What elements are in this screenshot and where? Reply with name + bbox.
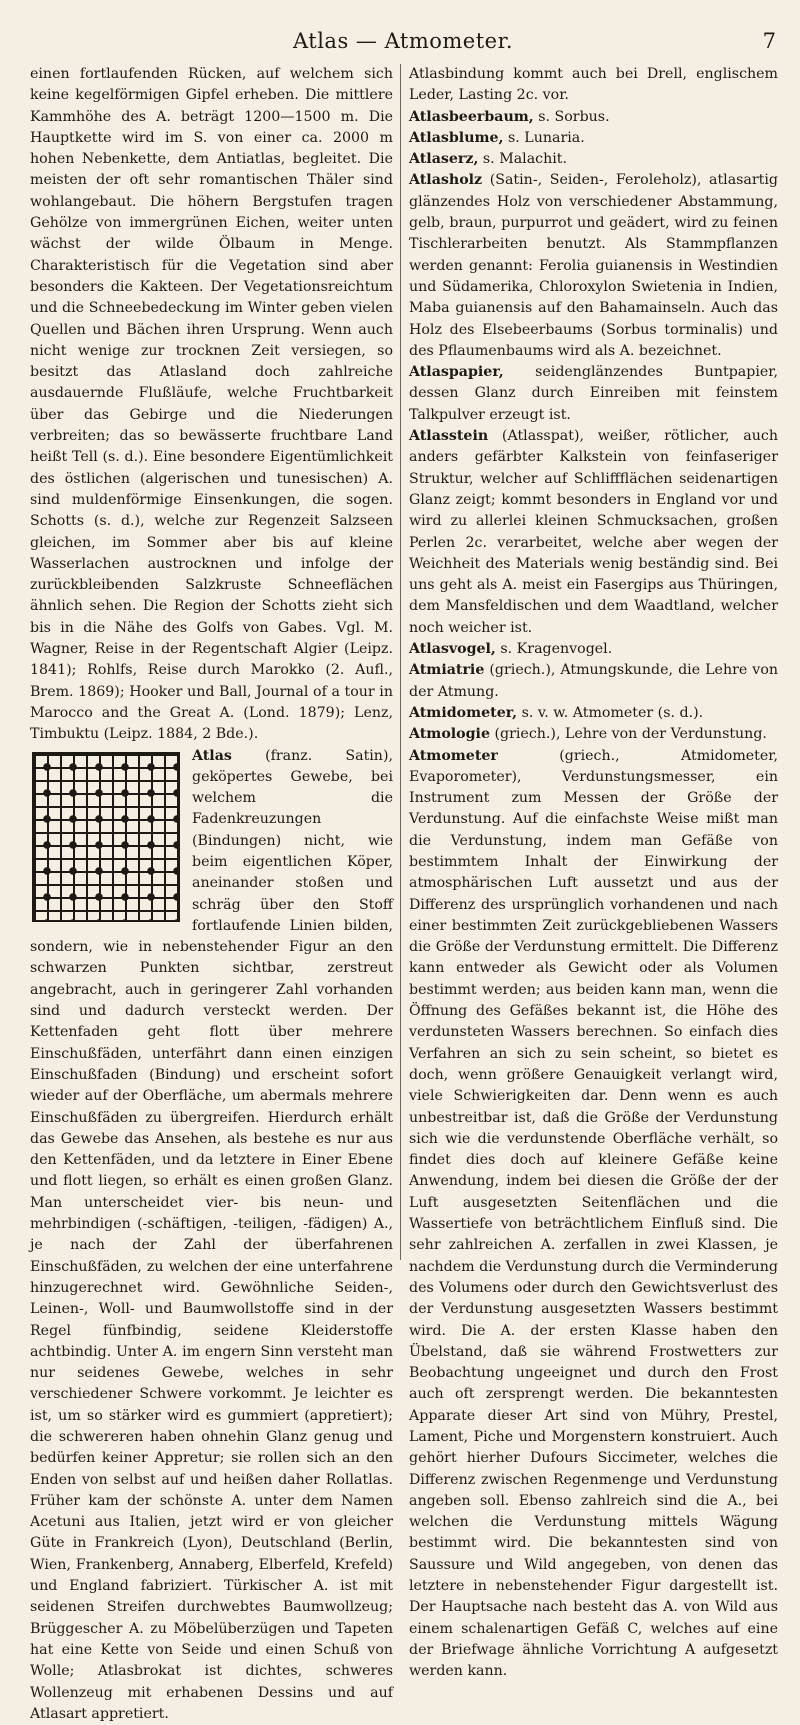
page-number: 7 — [763, 26, 776, 56]
entry-body: (Satin-, Seiden-, Feroleholz), atlasartig glänzendes Holz von verschiedener Abstammung, gelb, braun, purpurrot und geädert, wird zu feinen Tischlerarbeiten benutzt. Als Stammpflanzen werden genannt: Ferolia guianensis in Westindien und Südamerika, Chloroxylon Swietenia in Indien, Maba guianensis auf den Bahamainseln. Auch das Holz des Elsebeerbaums (Sorbus torminalis) und des Pflaumenbaums wird als A. bezeichnet. — [409, 172, 778, 358]
headword: Atlasstein — [409, 428, 488, 444]
headword: Atlaserz, — [409, 151, 478, 167]
entry-atlas-satin — [30, 746, 393, 1725]
headword: Atlaspapier, — [409, 364, 504, 380]
satin-weave-figure — [32, 752, 180, 922]
entry-body: s. Sorbus. — [534, 109, 610, 125]
entry-atlasstein — [409, 426, 778, 639]
headword: Atlas — [192, 748, 232, 764]
entry-body: s. Malachit. — [478, 151, 567, 167]
entry-atlaserz — [409, 149, 778, 170]
entry-body: s. v. w. Atmometer (s. d.). — [517, 705, 703, 721]
column-divider — [400, 64, 401, 1260]
entry-atmiatrie — [409, 660, 778, 703]
headword: Atlasblume, — [409, 130, 503, 146]
entry-atmologie — [409, 724, 778, 745]
entry-atlasholz — [409, 170, 778, 362]
entry-body: s. Kragenvogel. — [496, 641, 612, 657]
left-column — [30, 64, 393, 1264]
entry-atmometer — [409, 746, 778, 1683]
entry-atlasblume — [409, 128, 778, 149]
entry-body: (griech.), Atmungskunde, die Lehre von der Atmung. — [409, 662, 778, 699]
headword: Atmiatrie — [409, 662, 484, 678]
running-header — [30, 26, 776, 56]
headword: Atlasbeerbaum, — [409, 109, 534, 125]
headword: Atmometer — [409, 748, 498, 764]
right-column — [409, 64, 778, 1264]
entry-body: (franz. Satin), geköpertes Gewebe, bei welchem die Fadenkreuzungen (Bindungen) nicht, wie beim eigentlichen Köper, aneinander stoßen und schräg über den Stoff fortlaufende Linien bilden, sondern, wie in nebenstehender Figur an den schwarzen Punkten sichtbar, zerstreut angebracht, auch in geringerer Zahl vorhanden sind und dadurch versteckt werden. Der Kettenfaden geht flott über mehrere Einschußfäden, unterfährt dann einen einzigen Einschußfaden (Bindung) und erscheint sofort wieder auf der Oberfläche, um abermals mehrere Einschußfäden zu übergreifen. Hierdurch erhält das Gewebe das Ansehen, als bestehe es nur aus den Kettenfäden, und da letztere in Einer Ebene und flott liegen, so erhält es einen großen Glanz. Man unterscheidet vier- bis neun- und mehrbindigen (-schäftigen, -teiligen, -fädigen) A., je nach der Zahl der überfahrenen Einschußfäden, zu welchen der eine unterfahrene hinzugerechnet wird. Gewöhnliche Seiden-, Leinen-, Woll- und Baumwollstoffe sind in der Regel fünfbindig, seidene Kleiderstoffe achtbindig. Unter A. im engern Sinn versteht man nur seidenes Gewebe, welches in sehr verschiedener Schwere vorkommt. Je leichter es ist, um so stärker wird es gummiert (appretiert); die schwereren haben ohnehin Glanz genug und bedürfen keiner Appretur; sie rollen sich an den Enden von selbst auf und heißen daher Rollatlas. Früher kam der schönste A. unter dem Namen Acetuni aus Italien, jetzt wird er von gleicher Güte in Frankreich (Lyon), Deutschland (Berlin, Wien, Frankenberg, Annaberg, Elberfeld, Krefeld) und England fabriziert. Türkischer A. ist mit seidenen Streifen durchwebtes Baumwollzeug; Brüggescher A. zu Möbelüberzügen und Tapeten hat eine Kette von Seide und einen Schuß von Wolle; Atlasbrokat ist dichtes, schweres Wollenzeug mit erhabenen Dessins und auf Atlasart appretiert. — [30, 748, 393, 1722]
entry-atlaspapier — [409, 362, 778, 426]
headword: Atlasvogel, — [409, 641, 496, 657]
atlas-mountains-continuation: einen fortlaufenden Rücken, auf welchem sich keine kegelförmigen Gipfel erheben. Die mittlere Kammhöhe des A. beträgt 1200—1500 m. Die Hauptkette wird im S. von einer ca. 2000 m hohen Nebenkette, dem Antiatlas, begleitet. Die meisten der oft sehr romantischen Thäler sind wohlangebaut. Die höhern Bergstufen tragen Gehölze von immergrünen Eichen, weiter unten wächst der wilde Ölbaum in Menge. Charakteristisch für die Vegetation sind aber besonders die Kakteen. Der Vegetationsreichtum und die Schneebedeckung im Winter geben vielen Quellen und Bächen ihren Ursprung. Wenn auch nicht wenige zur trocknen Zeit versiegen, so besitzt das Atlasland doch zahlreiche ausdauernde Flußläufe, welche Fruchtbarkeit über das Gebirge und die Niederungen verbreiten; das so bewässerte fruchtbare Land heißt Tell (s. d.). Eine besondere Eigentümlichkeit des östlichen (algerischen und tunesischen) A. sind muldenförmige Einsenkungen, die sogen. Schotts (s. d.), welche zur Regenzeit Salzseen gleichen, im Sommer aber bis auf kleine Wasserlachen austrocknen und infolge der zurückbleibenden Salzkruste Schneeflächen ähnlich sehen. Die Region der Schotts zieht sich bis in die Nähe des Golfs von Gabes. Vgl. M. Wagner, Reise in der Regentschaft Algier (Leipz. 1841); Rohlfs, Reise durch Marokko (2. Aufl., Brem. 1869); Hooker und Ball, Journal of a tour in Marocco and the Great A. (Lond. 1879); Lenz, Timbuktu (Leipz. 1884, 2 Bde.). — [30, 64, 393, 746]
headword: Atmidometer, — [409, 705, 517, 721]
headword: Atmologie — [409, 726, 490, 742]
entry-atlasbeerbaum — [409, 107, 778, 128]
running-title: Atlas — Atmometer. — [293, 29, 513, 53]
entry-atmidometer — [409, 703, 778, 724]
entry-body: (Atlasspat), weißer, rötlicher, auch anders gefärbter Kalkstein von feinfaseriger Struktur, welcher auf Schliffflächen seidenartigen Glanz zeigt; kommt besonders in England vor und wird zu allerlei kleinen Schmucksachen, großen Perlen 2c. verarbeitet, welche aber wegen der Weichheit des Materials wenig beständig sind. Bei uns geht als A. meist ein Fasergips aus Thüringen, dem Mansfeldischen und dem Waadtland, welcher noch weicher ist. — [409, 428, 778, 636]
entry-body: (griech., Atmidometer, Evaporometer), Verdunstungsmesser, ein Instrument zum Messen der Größe der Verdunstung. Auf die einfachste Weise mißt man die Verdunstung, indem man Gefäße von bestimmtem Inhalt der Einwirkung der atmosphärischen Luft aussetzt und aus der Differenz des ursprünglich vorhandenen und nach einer bestimmten Zeit zurückgebliebenen Wassers die Größe der Verdunstung ermittelt. Die Differenz kann entweder als Gewicht oder als Volumen bestimmt werden; aus beiden kann man, wenn die Öffnung des Gefäßes bekannt ist, die Höhe des verdunsteten Wassers berechnen. So einfach dies Verfahren an sich zu sein scheint, so bietet es doch, wenn größere Genauigkeit verlangt wird, viele Schwierigkeiten dar. Denn wenn es auch unbestreitbar ist, daß die Größe der Verdunstung sich wie die verdunstende Oberfläche verhält, so findet dies doch auf kleinere Gefäße keine Anwendung, indem bei diesen die Größe der der Luft ausgesetzten Seitenflächen und die Wassertiefe von beträchtlichem Einfluß sind. Die sehr zahlreichen A. zerfallen in zwei Klassen, je nachdem die Verdunstung durch die Verminderung des Volumens oder durch den Gewichtsverlust des der Verdunstung ausgesetzten Wassers bestimmt wird. Die A. der ersten Klasse haben den Übelstand, daß sie während Frostwetters zur Beobachtung ungeeignet und durch den Frost auch oft zersprengt werden. Die bekanntesten Apparate dieser Art sind von Mühry, Prestel, Lament, Piche und Morgenstern konstruiert. Auch gehört hierher Dufours Siccimeter, welches die Differenz zwischen Regenmenge und Verdunstung angeben soll. Ebenso zahlreich sind die A., bei welchen die Verdunstung mittels Wägung bestimmt wird. Die bekanntesten sind von Saussure und Wild angegeben, von denen das letztere in nebenstehender Figur dargestellt ist. Der Hauptsache nach besteht das A. von Wild aus einem schalenartigen Gefäß C, welches auf eine der Briefwage ähnliche Vorrichtung A aufgesetzt werden kann. — [409, 748, 778, 1680]
entry-body: seidenglänzendes Buntpapier, dessen Glanz durch Einreiben mit feinstem Talkpulver erzeugt ist. — [409, 364, 778, 423]
atlas-continuation: Atlasbindung kommt auch bei Drell, englischem Leder, Lasting 2c. vor. — [409, 64, 778, 107]
headword: Atlasholz — [409, 172, 482, 188]
entry-atlasvogel — [409, 639, 778, 660]
entry-body: s. Lunaria. — [503, 130, 584, 146]
entry-body: (griech.), Lehre von der Verdunstung. — [490, 726, 767, 742]
